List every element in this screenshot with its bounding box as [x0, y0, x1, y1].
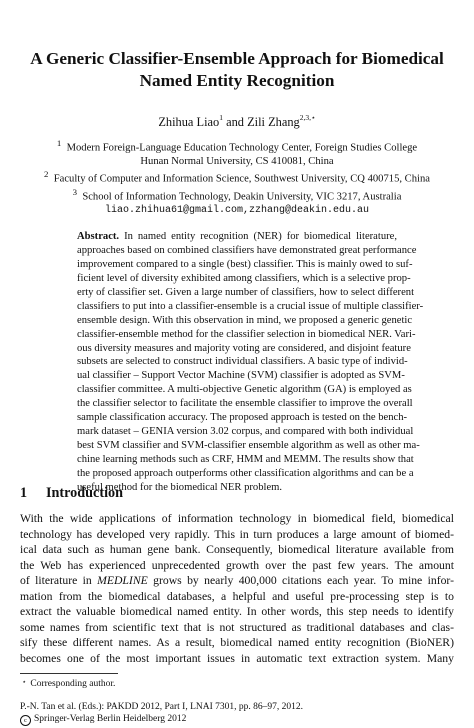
body-text-segment: of literature in — [20, 574, 98, 587]
body-line: mation from the biomedical databases, a helpful and useful pre-processing step is to — [20, 589, 454, 603]
abstract-line: classifiers to put into a classifier-ensemble is a crucial issue of multiple classifier- — [77, 300, 424, 312]
affiliation-text: Faculty of Computer and Information Science, Southwest University, CQ 400715, China — [53, 173, 430, 185]
affiliation-line — [22, 137, 452, 155]
abstract-line: approaches based on combined classifiers have demonstrated great performance — [77, 244, 417, 256]
paper-title — [30, 48, 444, 92]
abstract-line: subsets are selected to construct individual classifiers. A basic type of individ- — [77, 356, 408, 368]
body-line — [20, 573, 454, 589]
footnote-divider — [20, 673, 118, 674]
section-number: 1 — [20, 485, 28, 501]
author-emails: liao.zhihua61@gmail.com,zzhang@deakin.edu.au — [104, 205, 370, 217]
footnote — [20, 678, 454, 690]
affiliation-line — [22, 186, 452, 204]
body-text — [20, 511, 454, 666]
abstract-line: classifier committee. A multi-objective Genetic algorithm (GA) is employed as — [77, 384, 412, 396]
abstract-line: the proposed approach outperforms other classification algorithms and can be a — [77, 467, 414, 479]
publication-citation: P.-N. Tan et al. (Eds.): PAKDD 2012, Part I, LNAI 7301, pp. 86–97, 2012. — [20, 702, 304, 712]
abstract-line: improvement compared to a single (best) classifier. This is mainly owed to suf- — [77, 258, 413, 270]
body-line: becomes one of the most important issues in automatic text extraction system. Many — [20, 651, 454, 665]
author-1-affiliation-mark: 1 — [219, 112, 223, 122]
abstract-line: sample classification accuracy. The proposed approach is tested on the bench- — [77, 412, 408, 424]
abstract-text: In named entity recognition (NER) for biomedical literature, — [119, 231, 397, 242]
copyright-line — [20, 713, 454, 726]
affiliation-text: School of Information Technology, Deakin University, VIC 3217, Australia — [82, 191, 402, 203]
body-line: some names from scientific text that is not structured as traditional databases and clas- — [20, 620, 454, 634]
affiliation-mark: 2 — [44, 169, 49, 180]
affiliation-line — [22, 168, 452, 186]
body-line: extract the valuable biomedical named entity. In other words, this step needs to identify — [20, 605, 454, 618]
author-2-affiliation-mark: 2,3,⋆ — [299, 112, 316, 122]
body-line: With the wide applications of information technology in biomedical field, biomedical — [20, 512, 454, 525]
medline-term: MEDLINE — [97, 574, 148, 587]
affiliation-text: Hunan Normal University, CS 410081, China — [140, 155, 334, 167]
publication-info — [20, 701, 454, 726]
affiliation-line — [22, 155, 452, 168]
author-conjunction: and — [226, 115, 244, 129]
affiliation-text: Modern Foreign-Language Education Technology Center, Foreign Studies College — [66, 142, 418, 154]
title-line-1: A Generic Classifier-Ensemble Approach for Biomedical — [30, 49, 444, 68]
author-name-1: Zhihua Liao — [158, 115, 220, 129]
abstract-line: erty of classifier set. Given a large number of classifiers, how to select different — [77, 286, 415, 298]
abstract-line: the classifier selector to facilitate the ensemble classifier to improve the overall — [77, 398, 413, 410]
body-line: sify these different names. As a result, biomedical named entity recognition (BioNER) — [20, 636, 454, 649]
abstract-label: Abstract. — [77, 231, 120, 242]
copyright-icon: c — [20, 715, 31, 726]
footnote-marker: ⋆ — [22, 678, 27, 686]
author-list — [30, 114, 444, 130]
author-name-2: Zili Zhang — [247, 115, 300, 129]
title-line-2: Named Entity Recognition — [139, 71, 335, 90]
abstract-line: useful method for the biomedical NER problem. — [77, 481, 283, 493]
body-text-segment: grows by nearly 400,000 citations each year. To mine infor- — [147, 574, 454, 587]
section-heading — [20, 484, 454, 502]
body-line: technology has developed very rapidly. This in turn produces a large amount of biomed- — [20, 527, 454, 541]
abstract — [77, 230, 424, 495]
body-line: the Web has experienced unprecedented growth over the past few years. The amount — [20, 558, 454, 572]
abstract-line: ficient level of diversity exhibited among classifiers, which is a selective prop- — [77, 272, 411, 284]
abstract-line: ous diversity measures and majority voting are considered, and disjoint feature — [77, 342, 411, 354]
affiliation-mark: 1 — [56, 138, 62, 148]
abstract-line: mark dataset – GENIA version 3.02 corpus, and compared with both individual — [77, 426, 414, 438]
abstract-line: ensemble design. With this observation in mind, we proposed a generic genetic — [77, 314, 413, 326]
copyright-text: Springer-Verlag Berlin Heidelberg 2012 — [34, 714, 187, 724]
affiliation-mark: 3 — [72, 187, 78, 198]
section-title: Introduction — [46, 485, 123, 501]
body-line: ical data such as human gene bank. Consequently, biomedical literature available from — [20, 543, 454, 556]
abstract-line: chine learning methods such as CRF, HMM and MEMM. The results show that — [77, 454, 414, 465]
affiliation-block — [22, 137, 452, 218]
abstract-line: classifier-ensemble method for the classifier selection in biomedical NER. Vari- — [77, 328, 416, 340]
footnote-text: Corresponding author. — [30, 679, 116, 689]
abstract-line — [77, 230, 397, 244]
abstract-line: best SVM classifier and SVM-classifier ensemble algorithm as well as other ma- — [77, 440, 420, 452]
abstract-line: ual classifier – Support Vector Machine (SVM) classifier is adopted as SVM- — [77, 370, 405, 382]
